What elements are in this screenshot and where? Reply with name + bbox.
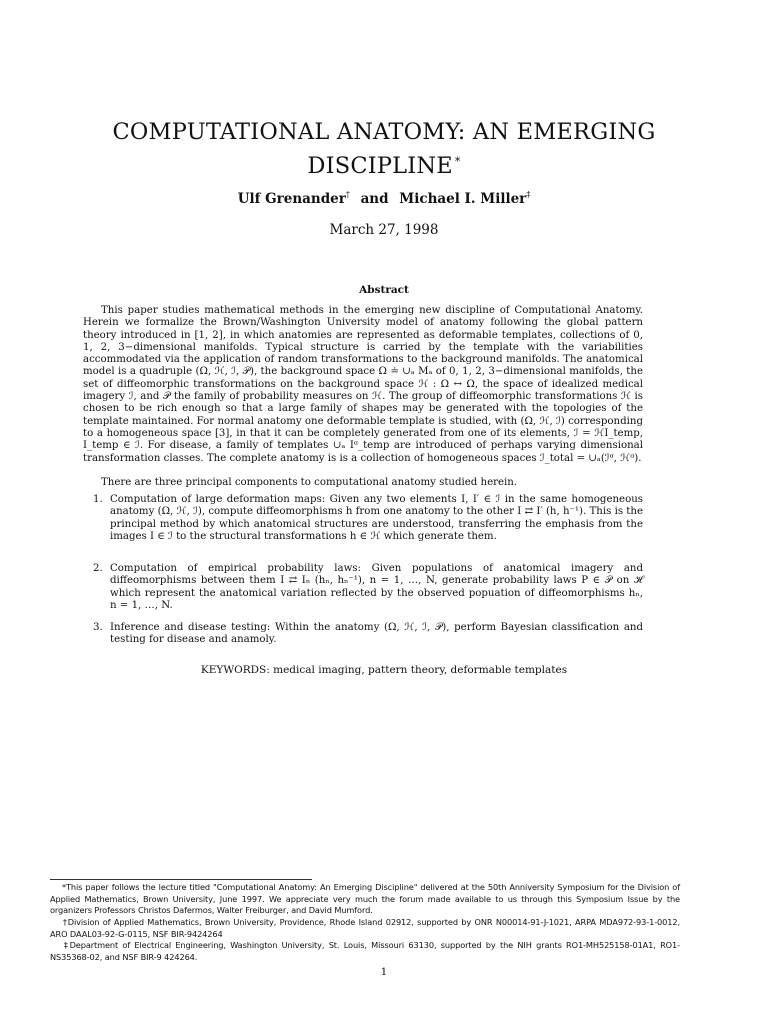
list-item-text: Inference and disease testing: Within the anatomy (Ω, ℋ, ℐ, 𝒫), perform Bayesian classification and testing for disease and anamoly. bbox=[110, 622, 643, 646]
list-item-number: 2. bbox=[93, 563, 103, 574]
list-item-number: 1. bbox=[93, 494, 103, 505]
title-footnote-mark: * bbox=[454, 155, 461, 168]
abstract-heading: Abstract bbox=[359, 284, 409, 296]
author-2-mark: ‡ bbox=[526, 190, 531, 199]
list-item-text: Computation of large deformation maps: Given any two elements I, I′ ∈ ℐ in the same homogeneous anatomy (Ω, ℋ, ℐ), compute diffeomorphisms h from one anatomy to the other I ⇄ I′ (h, h⁻¹). This is the principal method by which anatomical structures are understood, transferring the emphasis from the images I ∈ ℐ to the structural transformations h ∈ ℋ which generate them. bbox=[110, 494, 643, 542]
footnote-rule bbox=[50, 879, 312, 880]
paper-title bbox=[60, 117, 708, 181]
footnote-3-text: ‡Department of Electrical Engineering, Washington University, St. Louis, Missouri 63130, supported by the NIH grants RO1-MH525158-01A1, RO1-NS35368-02, and NSF BIR-9 424264. bbox=[50, 940, 680, 962]
list-item bbox=[83, 563, 643, 612]
abstract-paragraph-2: There are three principal components to computational anatomy studied herein. bbox=[101, 477, 518, 488]
footnote-3 bbox=[50, 940, 680, 963]
list-item-text: Computation of empirical probability laws: Given populations of anatomical imagery and diffeomorphisms between them I ⇄ Iₙ (hₙ, hₙ⁻¹), n = 1, …, N, generate probability laws P ∈ 𝒫 on ℋ which represent the anatomical variation reflected by the observed popuation of diffeomorphisms hₙ, n = 1, …, N. bbox=[110, 563, 643, 611]
title-line-2 bbox=[60, 147, 708, 181]
footnote-1-text: *This paper follows the lecture titled "Computational Anatomy: An Emerging Discipline" delivered at the 50th Anniversity Symposium for the Division of Applied Mathematics, Brown University, June 1997. We appreciate very much the forum made available to us through this Symposium Issue by the organizers Professors Christos Dafermos, Walter Freiburger, and David Mumford. bbox=[50, 882, 680, 916]
keywords-line: KEYWORDS: medical imaging, pattern theory, deformable templates bbox=[200, 664, 568, 676]
title-line-1: COMPUTATIONAL ANATOMY: AN EMERGING bbox=[112, 119, 656, 145]
author-and: and bbox=[360, 191, 389, 207]
author-line bbox=[60, 190, 708, 207]
author-1-mark: † bbox=[345, 190, 350, 199]
abstract-paragraph-1-text: This paper studies mathematical methods in the emerging new discipline of Computational Anatomy. Herein we formalize the Brown/Washington University model of anatomy following the global pattern theory introduced in [1, 2], in which anatomies are represented as deformable templates, collections of 0, 1, 2, 3−dimensional manifolds. Typical structure is carried by the template with the variabilities accommodated via the application of random transformations to the background manifolds. The anatomical model is a quadruple (Ω, ℋ, ℐ, 𝒫), the background space Ω ≐ ∪ₐ Mₐ of 0, 1, 2, 3−dimensional manifolds, the set of diffeomorphic transformations on the background space ℋ : Ω ↔ Ω, the space of idealized medical imagery ℐ, and 𝒫 the family of probability measures on ℋ. The group of diffeomorphic transformations ℋ is chosen to be rich enough so that a large family of shapes may be generated with the topologies of the template maintained. For normal anatomy one deformable template is studied, with (Ω, ℋ, ℐ) corresponding to a homogeneous space [3], in that it can be completely generated from one of its elements, ℐ = ℋI_temp, I_temp ∈ ℐ. For disease, a family of templates ∪ₐ Iᵅ_temp are introduced of perhaps varying dimensional transformation classes. The complete anatomy is is a collection of homogeneous spaces ℐ_total = ∪ₐ(ℐᵅ, ℋᵅ). bbox=[83, 305, 643, 464]
abstract-paragraph-1 bbox=[83, 305, 643, 465]
list-item bbox=[83, 494, 643, 543]
paper-date: March 27, 1998 bbox=[329, 222, 439, 238]
list-item-number: 3. bbox=[93, 622, 103, 633]
footnote-1 bbox=[50, 882, 680, 917]
footnote-2-text: †Division of Applied Mathematics, Brown University, Providence, Rhode Island 02912, supported by ONR N00014-91-J-1021, ARPA MDA972-93-1-0012, ARO DAAL03-92-G-0115, NSF BIR-9424264 bbox=[50, 917, 680, 939]
page-number: 1 bbox=[380, 966, 388, 978]
author-1: Ulf Grenander bbox=[237, 191, 346, 207]
title-line-2-text: DISCIPLINE bbox=[307, 153, 453, 179]
list-item bbox=[83, 622, 643, 647]
footnote-2 bbox=[50, 917, 680, 940]
author-2: Michael I. Miller bbox=[399, 191, 527, 207]
